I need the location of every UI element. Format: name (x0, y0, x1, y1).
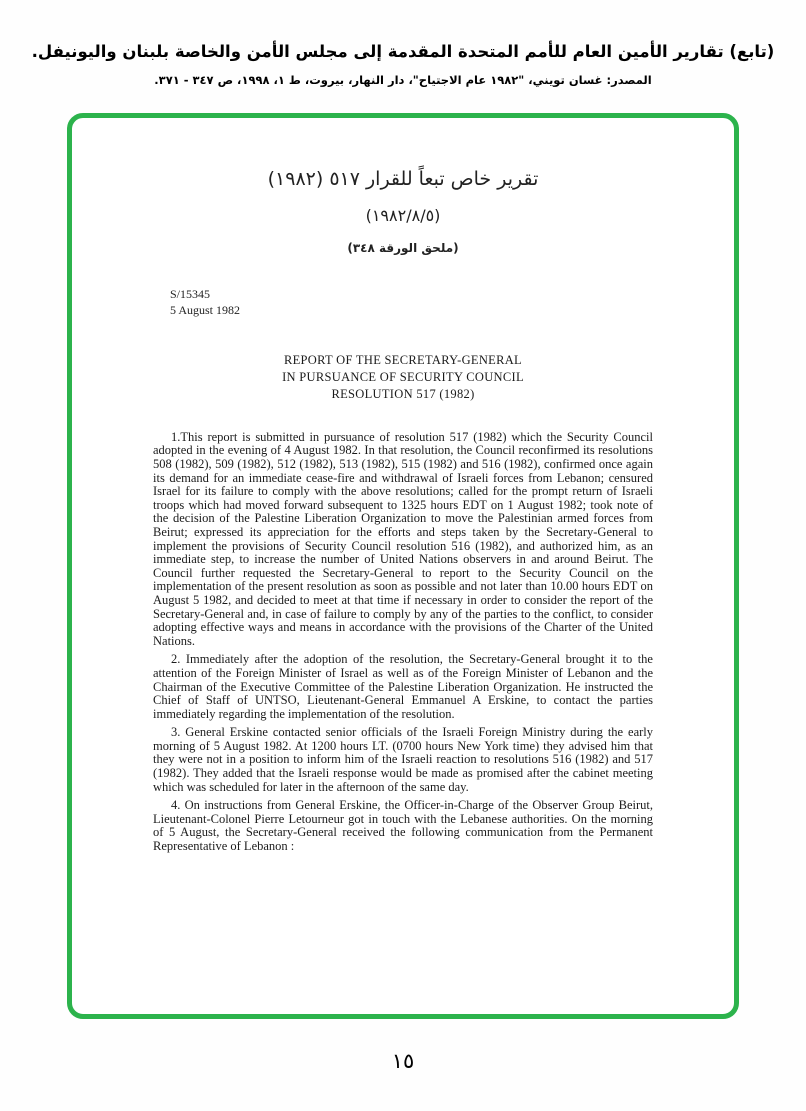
document-frame (67, 113, 739, 1019)
page-number: ١٥ (391, 1049, 415, 1073)
document-arabic-title: تقرير خاص تبعاً للقرار ٥١٧ (١٩٨٢) (267, 168, 539, 190)
report-paragraph-2: 2. Immediately after the adoption of the resolution, the Secretary-General brought it to the attention of the Foreign Minister of Israel as well as of the Foreign Minister of Lebanon and the Chairman of the Executive Committee of the Palestine Liberation Organization. He instructed the Chief of Staff of UNTSO, Lieutenant-General Emmanuel A Erskine, to contact the parties immediately regarding the implementation of the resolution. (153, 652, 653, 721)
arabic-header-source: المصدر: غسان تويني، "١٩٨٢ عام الاجتياح"، دار النهار، بيروت، ط ١، ١٩٩٨، ص ٣٤٧ - ٣٧١. (154, 73, 652, 87)
report-heading-line-2: IN PURSUANCE OF SECURITY COUNCIL (282, 370, 524, 385)
document-id-block (170, 287, 734, 318)
document-date: 5 August 1982 (170, 302, 241, 317)
report-heading-line-3: RESOLUTION 517 (1982) (331, 386, 475, 401)
arabic-title-block (72, 168, 734, 255)
document-arabic-date: (١٩٨٢/٨/٥) (365, 206, 441, 225)
report-paragraph-1: 1.This report is submitted in pursuance of resolution 517 (1982) which the Security Council adopted in the evening of 4 August 1982. In that resolution, the Council reconfirmed its resolutions 508 (1982), 509 (1982), 512 (1982), 513 (1982), 515 (1982) and 516 (1982), confirmed once again its demand for an immediate cease-fire and withdrawal of Israeli forces from Lebanon; censured Israel for its failure to comply with the above resolutions; called for the prompt return of Israeli troops which had moved forward subsequent to 1325 hours EDT on 1 August 1982; took note of the decision of the Palestine Liberation Organization to move the Palestinian armed forces from Beirut; expressed its appreciation for the efforts and steps taken by the Secretary-General to implement the provisions of Security Council resolution 516 (1982), and authorized him, as an immediate step, to increase the number of United Nations observers in and around Beirut. The Council further requested the Secretary-General to report to the Security Council on the implementation of the present resolution as soon as possible and not later than 10.00 hours EDT on August 5 1982, and decided to meet at that time if necessary in order to consider the report of the Secretary-General and, in case of failure to comply by any of the parties to the conflict, to consider adopting effective ways and means in accordance with the provisions of the Charter of the United Nations. (153, 429, 653, 648)
document-arabic-note: (ملحق الورقة ٣٤٨) (347, 241, 459, 255)
report-paragraph-3: 3. General Erskine contacted senior officials of the Israeli Foreign Ministry during the early morning of 5 August 1982. At 1200 hours LT. (0700 hours New York time) they advised him that they were not in a position to inform him of the Israeli reaction to resolutions 516 (1982) and 517 (1982). They added that the Israeli response would be made as promised after the cabinet meeting which was scheduled for later in the afternoon of the same day. (153, 725, 653, 794)
arabic-header-title: (تابع) تقارير الأمين العام للأمم المتحدة المقدمة إلى مجلس الأمن والخاصة بلبنان واليونيفل. (31, 42, 775, 61)
report-body (153, 431, 653, 854)
report-heading-line-1: REPORT OF THE SECRETARY-GENERAL (283, 353, 522, 368)
report-heading (72, 352, 734, 403)
scanned-document (72, 118, 734, 854)
arabic-header (0, 0, 806, 87)
document-symbol: S/15345 (170, 287, 211, 301)
report-paragraph-4: 4. On instructions from General Erskine, the Officer-in-Charge of the Observer Group Beirut, Lieutenant-Colonel Pierre Letourneur got in touch with the Lebanese authorities. On the morning of 5 August, the Secretary-General received the following communication from the Permanent Representative of Lebanon : (153, 798, 653, 854)
